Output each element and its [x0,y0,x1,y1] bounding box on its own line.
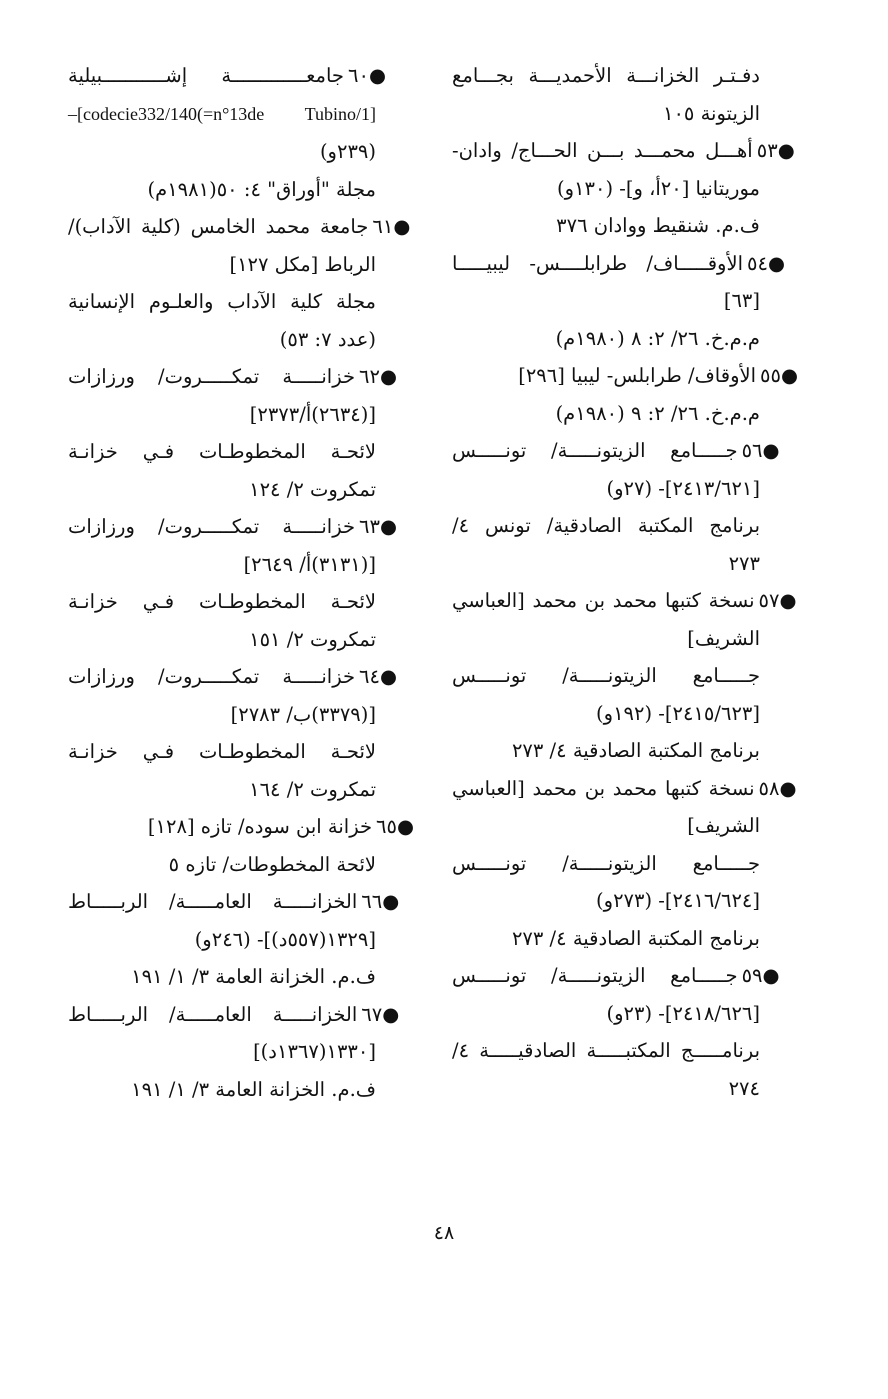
entry-line [452,620,798,658]
entry-number: ●٦٦ [361,890,415,913]
entry-text: لائحـة المخطوطـات فـي خزانـة [68,590,376,613]
entry-line [68,921,414,959]
entry-number: ●٦٣ [359,515,414,538]
entry-line [452,695,798,733]
entry-number: ●٥٣ [756,139,799,162]
entry-text: لائحة المخطوطات/ تازه ٥ [168,852,376,876]
entry-line [68,246,414,284]
entry-text: جـــــامع الزيتونـــــة/ تونـــــس [452,439,738,462]
entry-text: الأوقاف/ طرابلس- ليبيا [٢٩٦] [518,364,757,387]
entry-line [68,621,414,659]
entry-line [452,132,798,170]
entry-number: ●٥٥ [760,364,798,387]
entry-number: ●٦٠ [347,64,414,87]
entry-text: الشريف] [687,626,760,650]
entry-text: جـــــامع الزيتونـــــة/ تونـــــس [452,851,760,875]
entry-line [452,807,798,845]
entry-text: دفـتـر الخزانـــة الأحمديـــة بجـــامع [452,64,760,87]
entry-line [68,658,414,696]
right-column [452,57,798,1107]
entry-line [452,207,798,245]
entry-number: ●٥٨ [758,776,798,800]
entry-text: ف.م. الخزانة العامة ٣/ ١/ ١٩١ [131,1077,376,1101]
entry-line [452,507,798,545]
entry-text: برنامج المكتبة الصادقية ٤/ ٢٧٣ [511,739,760,762]
entry-line [68,171,414,209]
entry-line [68,583,414,621]
entry-text: مجلة "أوراق" ٤: ٥٠(١٩٨١م) [147,177,376,201]
entry-line [68,846,414,884]
entry-text: الشريف] [687,814,760,837]
entry-line [452,245,798,283]
entry-line [452,845,798,883]
entry-text: موريتانيا [٢٠أ، و]- (١٣٠و) [557,176,760,200]
entry-text: [٦٣] [723,289,760,312]
entry-text: تمكروت ٢/ ١٦٤ [249,777,376,801]
entry-line [68,57,414,95]
entry-line [452,770,798,808]
entry-text: لائحـة المخطوطـات فـي خزانـة [68,740,376,763]
entry-text: [٢٤١٨/٦٢٦]- (٢٣و) [606,1001,760,1025]
entry-text: [٢٤١٥/٦٢٣]- (١٩٢و) [596,701,760,725]
entry-line [452,1032,798,1070]
entry-text: نسخة كتبها محمد بن محمد [العباسي [452,589,755,612]
entry-line [68,958,414,996]
entry-text: (٢٣٩و) [319,140,376,163]
entry-line [452,95,798,133]
entry-text: مجلة كلية الآداب والعلـوم الإنسانية [68,290,376,313]
entry-line [452,957,798,995]
entry-line [68,321,414,359]
left-column [68,57,414,1108]
entry-text: برنامـــــج المكتبـــــة الصادقيـــــة ٤/ [452,1039,760,1062]
entry-text: ف.م. شنقيط ووادان ٣٧٦ [556,214,760,237]
entry-text: تمكروت ٢/ ١٥١ [249,627,376,651]
entry-line [68,95,414,134]
entry-number: ●٦٤ [359,665,414,688]
entry-text: لائحـة المخطوطـات فـي خزانـة [68,440,376,463]
entry-line [452,920,798,958]
entry-line [68,358,414,396]
entry-text: الخزانـــــة العامـــــة/ الربـــــاط [68,1002,358,1026]
entry-text: الأوقـــــاف/ طرابلــــس- ليبيـــــا [452,251,743,275]
entry-text: [١٣٣٠(١٣٦٧د)] [253,1040,376,1063]
entry-line [68,433,414,471]
entry-line [68,133,414,171]
entry-line [452,1070,798,1108]
entry-line [452,395,798,433]
entry-line [452,57,798,95]
entry-text: برنامج المكتبة الصادقية/ تونس ٤/ [452,514,760,537]
entry-line [452,357,798,395]
entry-line [452,657,798,695]
entry-text: ف.م. الخزانة العامة ٣/ ١/ ١٩١ [131,965,376,988]
entry-line [68,1033,414,1071]
entry-line [68,396,414,434]
entry-line [68,508,414,546]
entry-text: [٢٤١٦/٦٢٤]- (٢٧٣و) [596,889,760,912]
entry-line [452,170,798,208]
entry-number: ●٥٦ [741,439,799,462]
entry-line [68,696,414,734]
entry-line [452,882,798,920]
entry-text: الزيتونة ١٠٥ [662,101,760,125]
entry-text: برنامج المكتبة الصادقية ٤/ ٢٧٣ [511,926,760,950]
entry-text: جـــــامع الزيتونـــــة/ تونـــــس [452,664,760,687]
entry-text: أهـــل محمـــد بـــن الحـــاج/ وادان- [452,139,753,162]
entry-number: ●٦١ [372,215,414,238]
entry-line [68,733,414,771]
entry-number: ●٥٩ [741,964,799,987]
entry-text: تمكروت ٢/ ١٢٤ [249,477,376,501]
entry-line [68,283,414,321]
entry-line [68,808,414,846]
entry-text: [(٢٦٣٤)أ/٢٣٧٣] [249,402,376,426]
entry-number: ●٦٢ [359,365,414,388]
entry-line [452,732,798,770]
entry-text: (عدد ٧: ٥٣) [279,327,376,351]
entry-text: خزانـــــة تمكـــــروت/ ورزازات [68,665,356,688]
entry-line [452,470,798,508]
entry-line [68,771,414,809]
entry-number: ●٥٧ [758,589,798,612]
entry-text: ٢٧٤ [728,1076,760,1100]
entry-text: جـــــامع الزيتونـــــة/ تونـــــس [452,964,738,987]
entry-number: ●٥٤ [747,251,798,275]
entry-text: م.م.خ. ٢٦/ ٢: ٩ (١٩٨٠م) [555,401,760,425]
entry-text: [(٣١٣١)أ/ ٢٦٤٩] [243,552,376,576]
entry-line [452,995,798,1033]
entry-line [452,545,798,583]
entry-number: ●٦٧ [361,1002,415,1026]
entry-line [452,282,798,320]
entry-text: ٢٧٣ [728,551,760,575]
entry-text: خزانة ابن سوده/ تازه [١٢٨] [147,815,373,838]
entry-text: جامعة محمد الخامس (كلية الآداب)/ [68,215,369,238]
entry-line [68,208,414,246]
entry-line [68,1071,414,1109]
entry-text: الرباط [مكل ١٢٧] [229,252,376,276]
entry-number: ●٦٥ [376,815,414,838]
entry-text: م.م.خ. ٢٦/ ٢: ٨ (١٩٨٠م) [555,326,760,350]
entry-text: [١٣٢٩(٥٥٧د)]- (٢٤٦و) [194,927,376,951]
entry-line [68,471,414,509]
entry-text: الخزانـــــة العامـــــة/ الربـــــاط [68,890,358,913]
entry-text: نسخة كتبها محمد بن محمد [العباسي [452,776,755,800]
entry-line [68,883,414,921]
entry-line [452,582,798,620]
entry-text: [٢٤١٣/٦٢١]- (٢٧و) [606,476,760,500]
page-number: ٤٨ [433,1222,455,1244]
entry-text: جامعـــــــــــــة إشـــــــــــبيلية [68,64,344,87]
entry-line [68,546,414,584]
entry-line [452,320,798,358]
entry-text: [(٣٣٧٩)ب/ ٢٧٨٣] [230,702,376,726]
entry-line [452,432,798,470]
entry-line [68,996,414,1034]
entry-text: خزانـــــة تمكـــــروت/ ورزازات [68,515,356,538]
entry-text: خزانـــــة تمكـــــروت/ ورزازات [68,365,356,388]
entry-text: –[codecie332/140(=n°13de Tubino/1] [68,103,376,124]
